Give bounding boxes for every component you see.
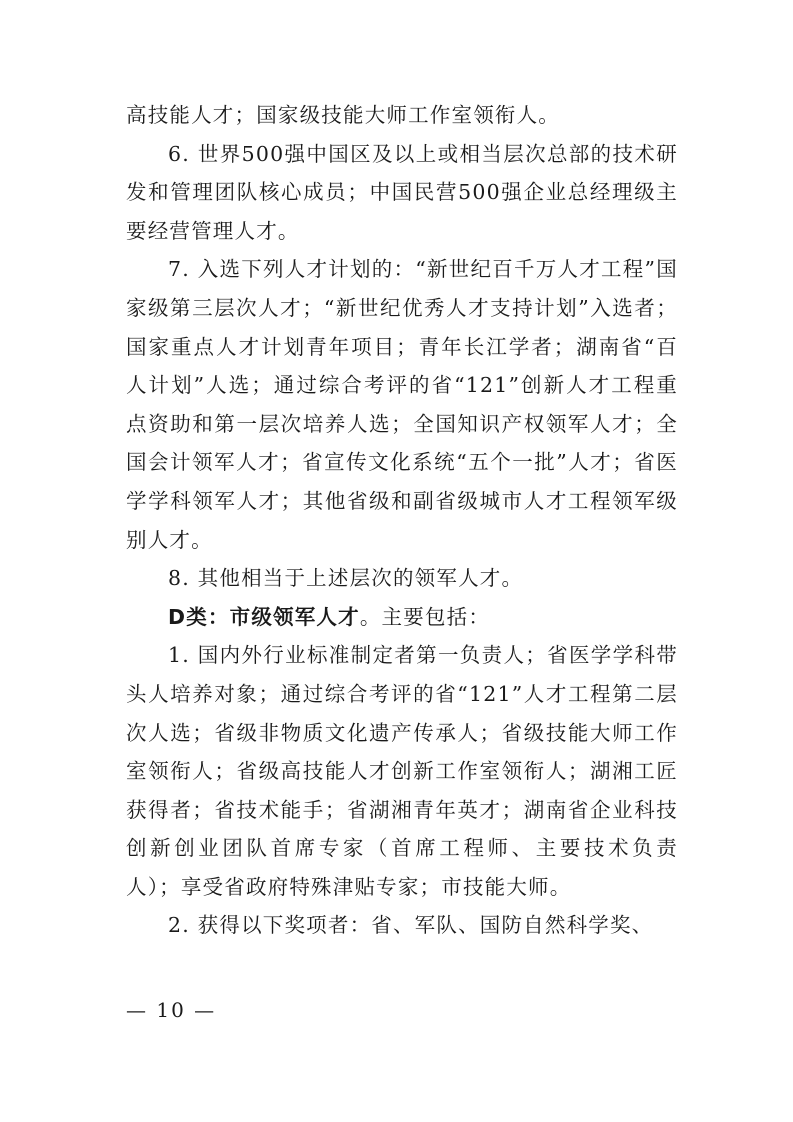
paragraph-d-item-2: 2. 获得以下奖项者：省、军队、国防自然科学奖、	[168, 913, 654, 938]
paragraph-item-6: 6. 世界500强中国区及以上或相当层次总部的技术研发和管理团队核心成员；中国民营500强企业总经理级主要经营管理人才。	[126, 141, 678, 243]
page-number: — 10 —	[126, 998, 217, 1022]
paragraph-d-item-1: 1. 国内外行业标准制定者第一负责人；省医学学科带头人培养对象；通过综合考评的省“121”人才工程第二层次人选；省级非物质文化遗产传承人；省级技能大师工作室领衔人；省级高技能人才创新工作室领衔人；湖湘工匠获得者；省技术能手；省湖湘青年英才；湖南省企业科技创新创业团队首席专家（首席工程师、主要技术负责人）；享受省政府特殊津贴专家；市技能大师。	[126, 643, 678, 899]
paragraph-item-7: 7. 入选下列人才计划的：“新世纪百千万人才工程”国家级第三层次人才；“新世纪优秀人才支持计划”入选者；国家重点人才计划青年项目；青年长江学者；湖南省“百人计划”人选；通过综合考评的省“121”创新人才工程重点资助和第一层次培养人选；全国知识产权领军人才；全国会计领军人才；省宣传文化系统“五个一批”人才；省医学学科领军人才；其他省级和副省级城市人才工程领军级别人才。	[126, 257, 678, 552]
section-heading-label: D类：市级领军人才	[168, 604, 360, 629]
section-heading-d	[126, 598, 678, 637]
paragraph-item-8: 8. 其他相当于上述层次的领军人才。	[168, 566, 524, 591]
section-heading-suffix: 。主要包括：	[359, 604, 491, 629]
document-body	[126, 96, 678, 945]
paragraph-continuation: 高技能人才；国家级技能大师工作室领衔人。	[126, 103, 560, 127]
